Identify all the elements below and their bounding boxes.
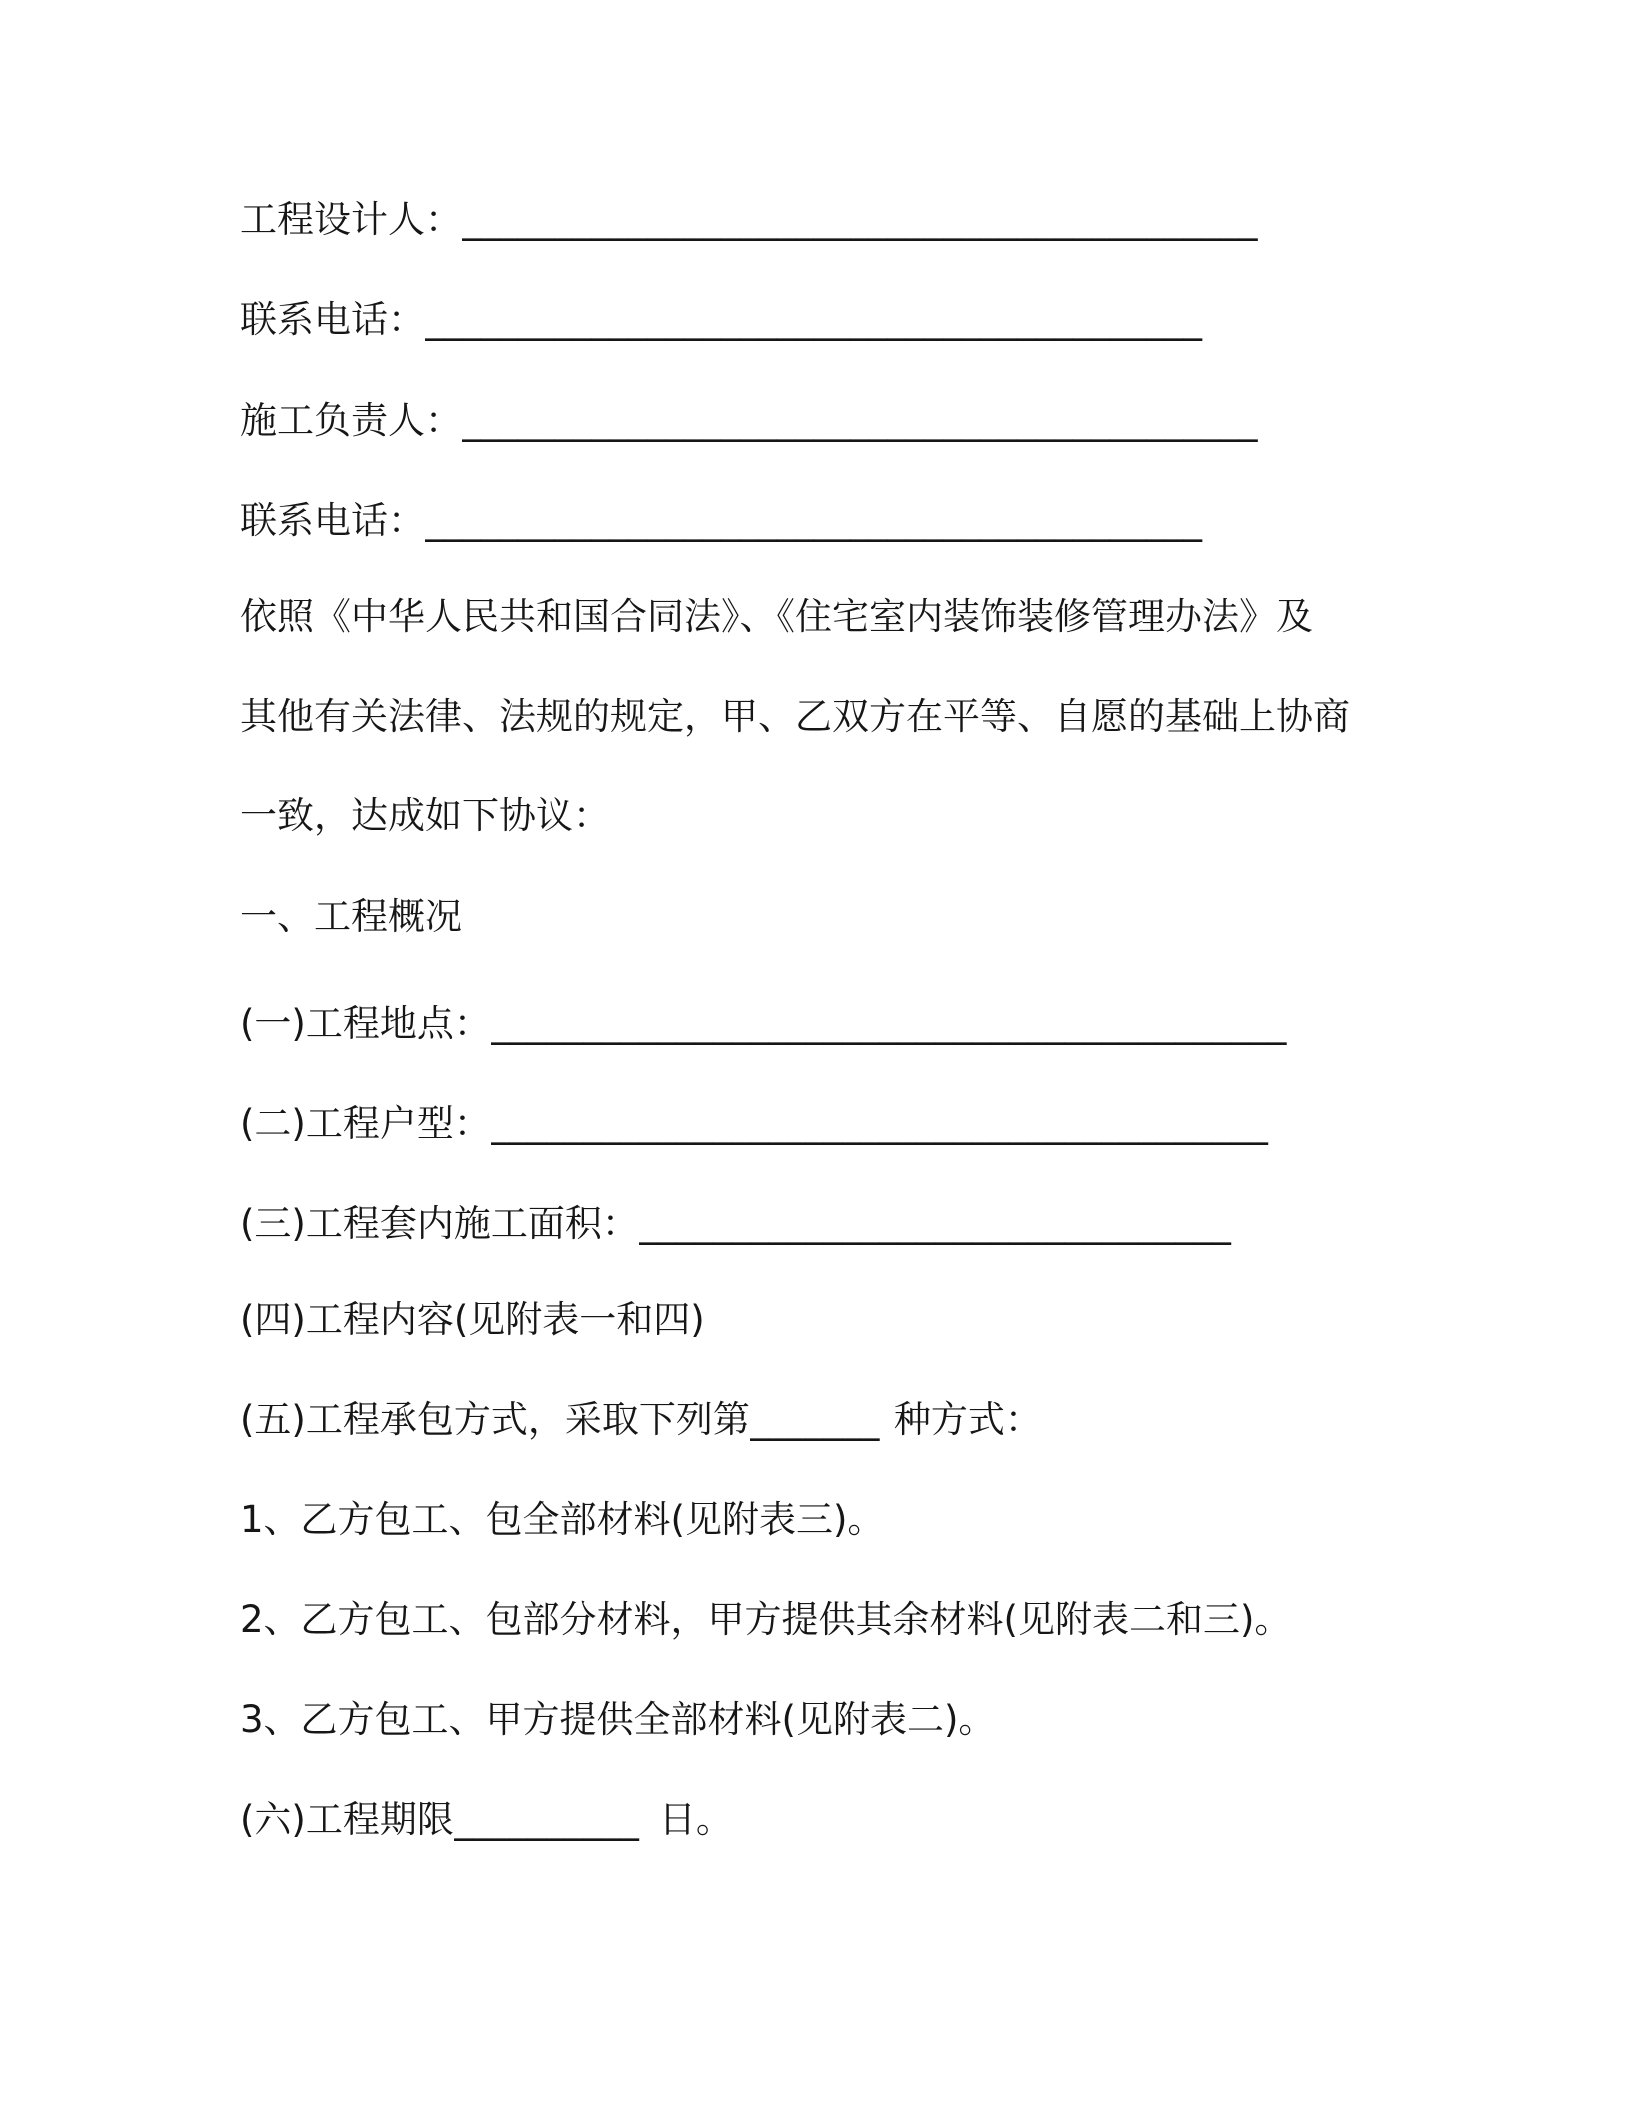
contract-mode-field [240,1395,1042,1445]
contract-mode-blank-line: _______ [749,1398,880,1441]
contract-mode-text: (五)工程承包方式，采取下列第 [240,1398,750,1441]
duration-field [240,1795,733,1845]
preamble-line-3: 一致，达成如下协议： [240,794,610,837]
option-item-3: 3、乙方包工、甲方提供全部材料(见附表二)。 [240,1698,996,1741]
option-item-2: 2、乙方包工、包部分材料，甲方提供其余材料(见附表二和三)。 [240,1598,1292,1641]
manager-phone-field [240,496,1212,546]
area-label: (三)工程套内施工面积： [240,1202,639,1245]
manager-phone-blank-line: __________________________________________ [425,499,1202,542]
house-type-blank-line: __________________________________________ [490,1102,1268,1145]
designer-label: 工程设计人： [240,198,462,241]
area-field [240,1199,1243,1249]
area-blank-line: ________________________________ [638,1202,1231,1245]
designer-phone-field [240,295,1212,345]
duration-blank-line: __________ [453,1798,639,1841]
option-item-1: 1、乙方包工、包全部材料(见附表三)。 [240,1498,885,1541]
house-type-label: (二)工程户型： [240,1102,491,1145]
content-item: (四)工程内容(见附表一和四) [240,1298,705,1341]
construction-manager-field [240,396,1271,446]
designer-blank-line: ___________________________________________ [462,198,1258,241]
house-type-field [240,1099,1280,1149]
preamble-line-1: 依照《中华人民共和国合同法》、《住宅室内装饰装修管理办法》及 [240,595,1313,638]
section-heading: 一、工程概况 [240,895,462,938]
location-field [240,999,1300,1049]
manager-phone-label: 联系电话： [240,499,425,542]
designer-field [240,195,1271,245]
location-blank-line: ___________________________________________ [490,1002,1287,1045]
contract-mode-suffix: 种方式： [893,1398,1042,1441]
duration-text: (六)工程期限 [240,1798,454,1841]
location-label: (一)工程地点： [240,1002,491,1045]
construction-manager-blank-line: ___________________________________________ [462,399,1258,442]
construction-manager-label: 施工负责人： [240,399,462,442]
duration-suffix: 日。 [658,1798,733,1841]
designer-phone-blank-line: __________________________________________ [425,298,1202,341]
designer-phone-label: 联系电话： [240,298,425,341]
preamble-line-2: 其他有关法律、法规的规定，甲、乙双方在平等、自愿的基础上协商 [240,695,1350,738]
